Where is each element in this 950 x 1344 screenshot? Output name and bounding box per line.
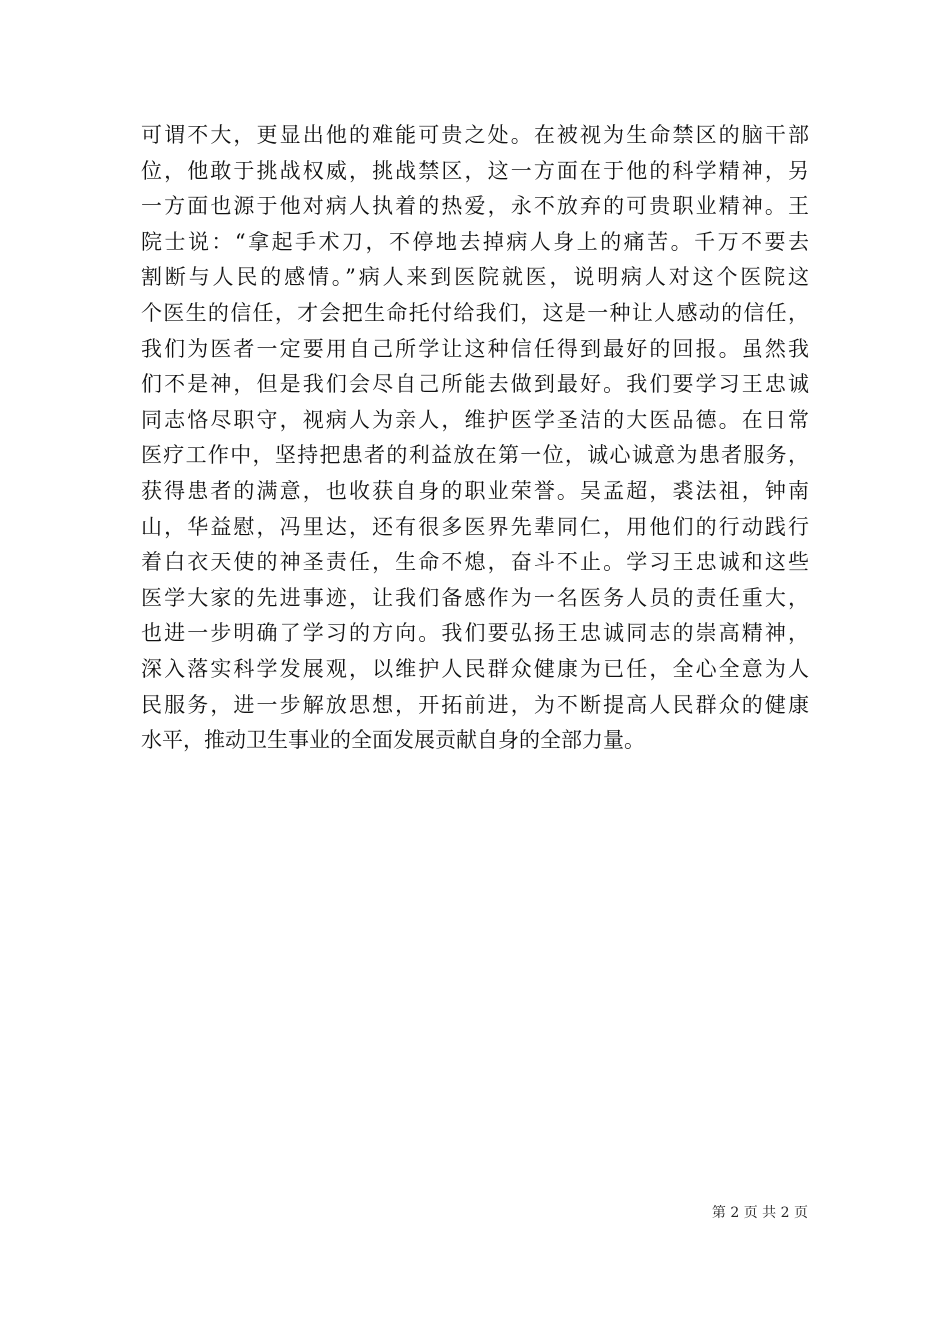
text-line: 们不是神，但是我们会尽自己所能去做到最好。我们要学习王忠诚	[141, 372, 809, 397]
text-line: 我们为医者一定要用自己所学让这种信任得到最好的回报。虽然我	[141, 336, 809, 361]
text-line: 个医生的信任，才会把生命托付给我们，这是一种让人感动的信任，	[141, 300, 809, 325]
text-line: 院士说：“拿起手术刀，不停地去掉病人身上的痛苦。千万不要去	[141, 229, 809, 254]
text-line: 位，他敢于挑战权威，挑战禁区，这一方面在于他的科学精神，另	[141, 158, 809, 183]
text-line: 获得患者的满意，也收获自身的职业荣誉。吴孟超，裘法祖，钟南	[141, 478, 809, 503]
text-line-last: 水平，推动卫生事业的全面发展贡献自身的全部力量。	[141, 728, 645, 753]
text-line: 一方面也源于他对病人执着的热爱，永不放弃的可贵职业精神。王	[141, 194, 809, 219]
text-line: 也进一步明确了学习的方向。我们要弘扬王忠诚同志的崇高精神，	[141, 621, 809, 646]
text-line: 着白衣天使的神圣责任，生命不熄，奋斗不止。学习王忠诚和这些	[141, 550, 809, 575]
text-line: 山，华益慰，冯里达，还有很多医界先辈同仁，用他们的行动践行	[141, 514, 809, 539]
text-line: 医疗工作中，坚持把患者的利益放在第一位，诚心诚意为患者服务，	[141, 443, 809, 468]
text-line: 割断与人民的感情。”病人来到医院就医，说明病人对这个医院这	[141, 265, 809, 290]
text-line: 同志恪尽职守，视病人为亲人，维护医学圣洁的大医品德。在日常	[141, 407, 809, 432]
body-paragraph	[141, 118, 809, 759]
text-line: 深入落实科学发展观，以维护人民群众健康为已任，全心全意为人	[141, 656, 809, 681]
text-line: 医学大家的先进事迹，让我们备感作为一名医务人员的责任重大，	[141, 585, 809, 610]
page-number-footer: 第 2 页 共 2 页	[711, 1205, 808, 1221]
text-line: 可谓不大，更显出他的难能可贵之处。在被视为生命禁区的脑干部	[141, 123, 809, 147]
text-line: 民服务，进一步解放思想，开拓前进，为不断提高人民群众的健康	[141, 692, 809, 717]
